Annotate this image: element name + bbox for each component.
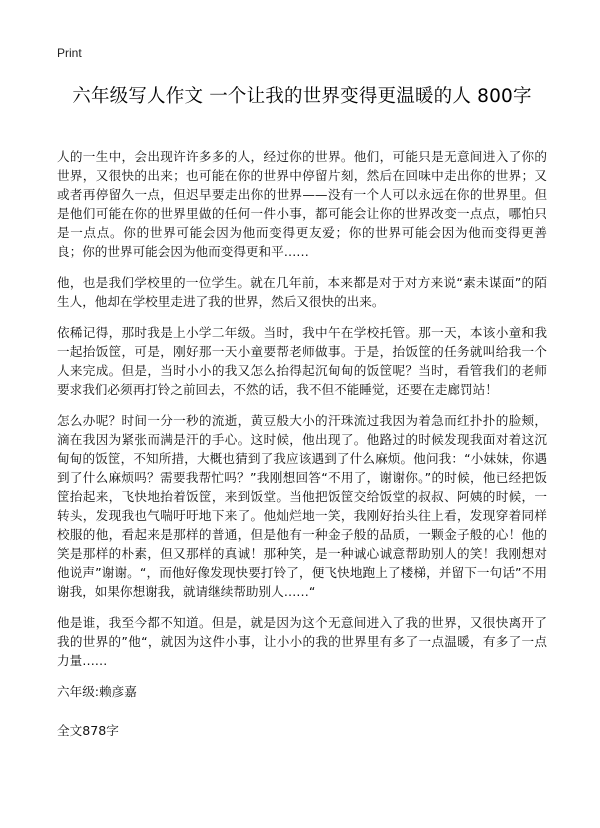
paragraph-memory: 依稀记得，那时我是上小学二年级。当时，我中午在学校托管。那一天，本该小童和我一起抬饭筐，可是，刚好那一天小童要帮老师做事。于是，抬饭筐的任务就叫给我一个人来完成。但是，当时小小的我又怎么抬得起沉甸甸的饭筐呢？当时，看管我们的老师要求我们必须再打铃之前回去，不然的话，我不但不能睡觉，还要在走廊罚站！ <box>57 325 547 397</box>
paragraph-introduce-him: 他，也是我们学校里的一位学生。就在几年前，本来都是对于对方来说“素未谋面”的陌生人，他却在学校里走进了我的世界，然后又很快的出来。 <box>57 275 547 309</box>
print-label: Print <box>57 46 82 60</box>
word-count: 全文878字 <box>57 723 119 738</box>
author-signature: 六年级:赖彦嘉 <box>57 684 137 699</box>
article-title: 六年级写人作文 一个让我的世界变得更温暖的人 800字 <box>72 86 532 107</box>
article-body <box>57 147 547 740</box>
paragraph-conclusion: 他是谁，我至今都不知道。但是，就是因为这个无意间进入了我的世界，又很快离开了我的世界的”他“，就因为这件小事，让小小的我的世界里有多了一点温暖，有多了一点力量…… <box>57 615 547 668</box>
paragraph-intro: 人的一生中，会出现许许多多的人，经过你的世界。他们，可能只是无意间进入了你的世界，又很快的出来；也可能在你的世界中停留片刻，然后在回味中走出你的世界；又或者再停留久一点，但迟早要走出你的世界——没有一个人可以永远在你的世界里。但是他们可能在你的世界里做的任何一件小事，都可能会让你的世界改变一点点，哪怕只是一点点。你的世界可能会因为他而变得更友爱；你的世界可能会因为他而变得更善良；你的世界可能会因为他而变得更和平…… <box>57 149 547 259</box>
paragraph-help: 怎么办呢？时间一分一秒的流逝，黄豆般大小的汗珠流过我因为着急而红扑扑的脸颊，滴在我因为紧张而满是汗的手心。这时候，他出现了。他路过的时候发现我面对着这沉甸甸的饭筐，不知所措，大概也猜到了我应该遇到了什么麻烦。他问我：“小妹妹，你遇到了什么麻烦吗？需要我帮忙吗？”我刚想回答“不用了，谢谢你。”的时候，他已经把饭筐抬起来，飞快地抬着饭筐，来到饭堂。当他把饭筐交给饭堂的叔叔、阿姨的时候，一转头，发现我也气喘吁吁地下来了。他灿烂地一笑，我刚好抬头往上看，发现穿着同样校服的他，看起来是那样的普通，但是他有一种金子般的品质，一颗金子般的心！他的笑是那样的朴素，但又那样的真诚！那种笑，是一种诚心诚意帮助别人的笑！我刚想对他说声”谢谢。“，而他好像发现快要打铃了，便飞快地跑上了楼梯，并留下一句话”不用谢我，如果你想谢我，就请继续帮助别人……“ <box>57 413 547 599</box>
